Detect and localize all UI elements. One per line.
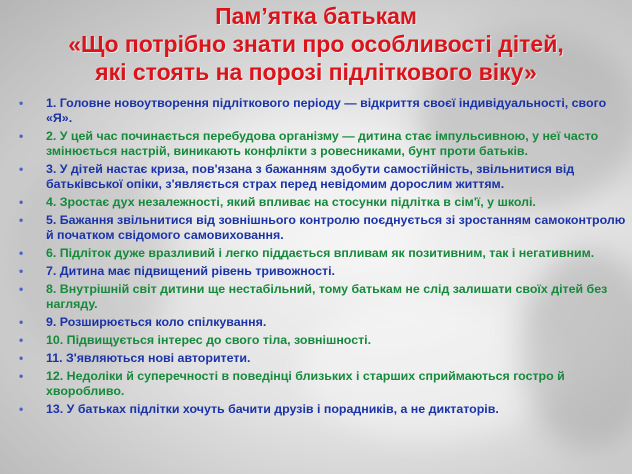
bullet-icon: •: [19, 333, 24, 347]
bullet-icon: •: [19, 213, 24, 227]
title-line-3: які стоять на порозі підліткового віку»: [95, 59, 537, 85]
bullet-icon: •: [19, 315, 24, 329]
list-item: [14, 315, 626, 330]
list-item-text: 8. Внутрішній світ дитини ще нестабільний, тому батькам не слід залишати своїх дітей без нагляду.: [46, 282, 608, 311]
list-item-text: 5. Бажання звільнитися від зовнішнього контролю поєднується зі зростанням самоконтролю й початком свідомого самовиховання.: [46, 213, 626, 242]
list-item-text: 12. Недоліки й суперечності в поведінці близьких і старших сприймаються гостро й хворобливо.: [46, 369, 565, 398]
list-item: [14, 96, 626, 126]
list-item-text: 1. Головне новоутворення підліткового періоду — відкриття своєї індивідуальності, свого «Я».: [46, 96, 607, 125]
list-item: [14, 402, 626, 417]
list-item: [14, 195, 626, 210]
bullet-icon: •: [19, 246, 24, 260]
list-item-text: 7. Дитина має підвищений рівень тривожності.: [46, 264, 335, 278]
bullet-icon: •: [19, 351, 24, 365]
title-line-1: Пам’ятка батькам: [215, 3, 417, 29]
bullet-icon: •: [19, 369, 24, 383]
list-item: [14, 351, 626, 366]
list-item: [14, 264, 626, 279]
bullet-icon: •: [19, 402, 24, 416]
list-item: [14, 129, 626, 159]
list-item-text: 3. У дітей настає криза, пов'язана з бажанням здобути самостійність, звільнитися від батьківської опіки, з'являється страх перед невідомим дорослим життям.: [46, 162, 575, 191]
list-item: [14, 369, 626, 399]
list-item-text: 6. Підліток дуже вразливий і легко піддається впливам як позитивним, так і негативним.: [46, 246, 595, 260]
list-item-text: 13. У батьках підлітки хочуть бачити друзів і порадників, а не диктаторів.: [46, 402, 499, 416]
title-line-2: «Що потрібно знати про особливості дітей,: [68, 31, 564, 57]
list-item-text: 9. Розширюється коло спілкування.: [46, 315, 267, 329]
bullet-icon: •: [19, 264, 24, 278]
list-item: [14, 162, 626, 192]
tips-list: [14, 96, 626, 420]
list-item-text: 11. З'являються нові авторитети.: [46, 351, 251, 365]
list-item: [14, 333, 626, 348]
list-item-text: 2. У цей час починається перебудова організму — дитина стає імпульсивною, у неї часто змінюється настрій, виникають конфлікти з ровесниками, бунт проти батьків.: [46, 129, 599, 158]
list-item-text: 10. Підвищується інтерес до свого тіла, зовнішності.: [46, 333, 372, 347]
list-item: [14, 246, 626, 261]
bullet-icon: •: [19, 162, 24, 176]
bullet-icon: •: [19, 96, 24, 110]
list-item: [14, 282, 626, 312]
slide-title: [0, 2, 632, 86]
list-item: [14, 213, 626, 243]
bullet-icon: •: [19, 282, 24, 296]
bullet-icon: •: [19, 129, 24, 143]
bullet-icon: •: [19, 195, 24, 209]
list-item-text: 4. Зростає дух незалежності, який впливає на стосунки підлітка в сім'ї, у школі.: [46, 195, 536, 209]
